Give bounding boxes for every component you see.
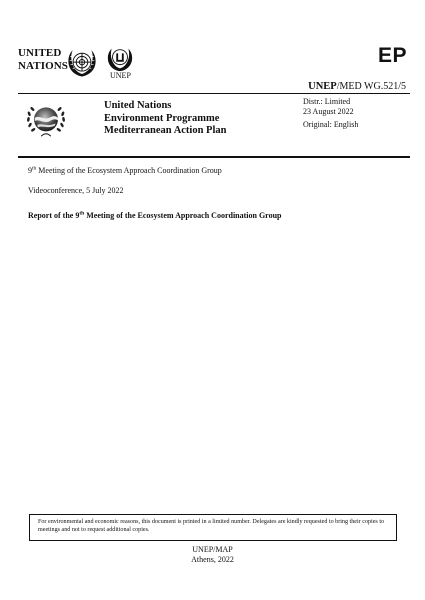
organization-line1: United Nations xyxy=(104,100,172,111)
report-title xyxy=(28,211,281,220)
report-title-rest: Meeting of the Ecosystem Approach Coordination Group xyxy=(84,211,282,220)
meeting-venue: Videoconference, 5 July 2022 xyxy=(28,186,124,195)
un-wordmark-line2: NATIONS xyxy=(18,59,69,72)
organization-line2: Environment Programme xyxy=(104,112,220,124)
organization-name xyxy=(104,100,226,138)
distribution-original: Original: English xyxy=(303,120,359,129)
document-symbol-suffix: /MED WG.521/5 xyxy=(336,81,406,92)
un-wordmark xyxy=(18,47,68,72)
unep-label: UNEP xyxy=(110,71,131,80)
document-symbol xyxy=(308,81,406,92)
header-rule xyxy=(18,93,410,94)
section-rule xyxy=(18,156,410,158)
distribution-date: 23 August 2022 xyxy=(303,107,354,116)
report-title-prefix: Report of the 9 xyxy=(28,211,80,220)
map-globe-icon xyxy=(22,101,70,141)
distribution-distr: Distr.: Limited xyxy=(303,97,351,106)
meeting-ordinal: th xyxy=(32,165,37,172)
distribution-info xyxy=(303,97,358,130)
meeting-title xyxy=(28,166,222,175)
organization-line3: Mediterranean Action Plan xyxy=(104,125,227,136)
un-emblem-icon xyxy=(65,46,99,80)
environmental-notice: For environmental and economic reasons, this document is printed in a limited number. Delegates are kindly requested to bring their copies to meetings and not to request additional copies. xyxy=(29,514,397,541)
report-title-ordinal: th xyxy=(79,210,85,217)
footer-place-year: Athens, 2022 xyxy=(191,555,234,564)
meeting-number: 9 xyxy=(28,166,32,175)
meeting-title-rest: Meeting of the Ecosystem Approach Coordination Group xyxy=(36,166,222,175)
unep-emblem-icon xyxy=(106,45,134,73)
un-wordmark-line1: UNITED xyxy=(18,47,62,59)
document-symbol-prefix: UNEP xyxy=(308,81,337,92)
footer-publisher: UNEP/MAP xyxy=(192,545,233,554)
distribution-code: EP xyxy=(377,44,407,67)
